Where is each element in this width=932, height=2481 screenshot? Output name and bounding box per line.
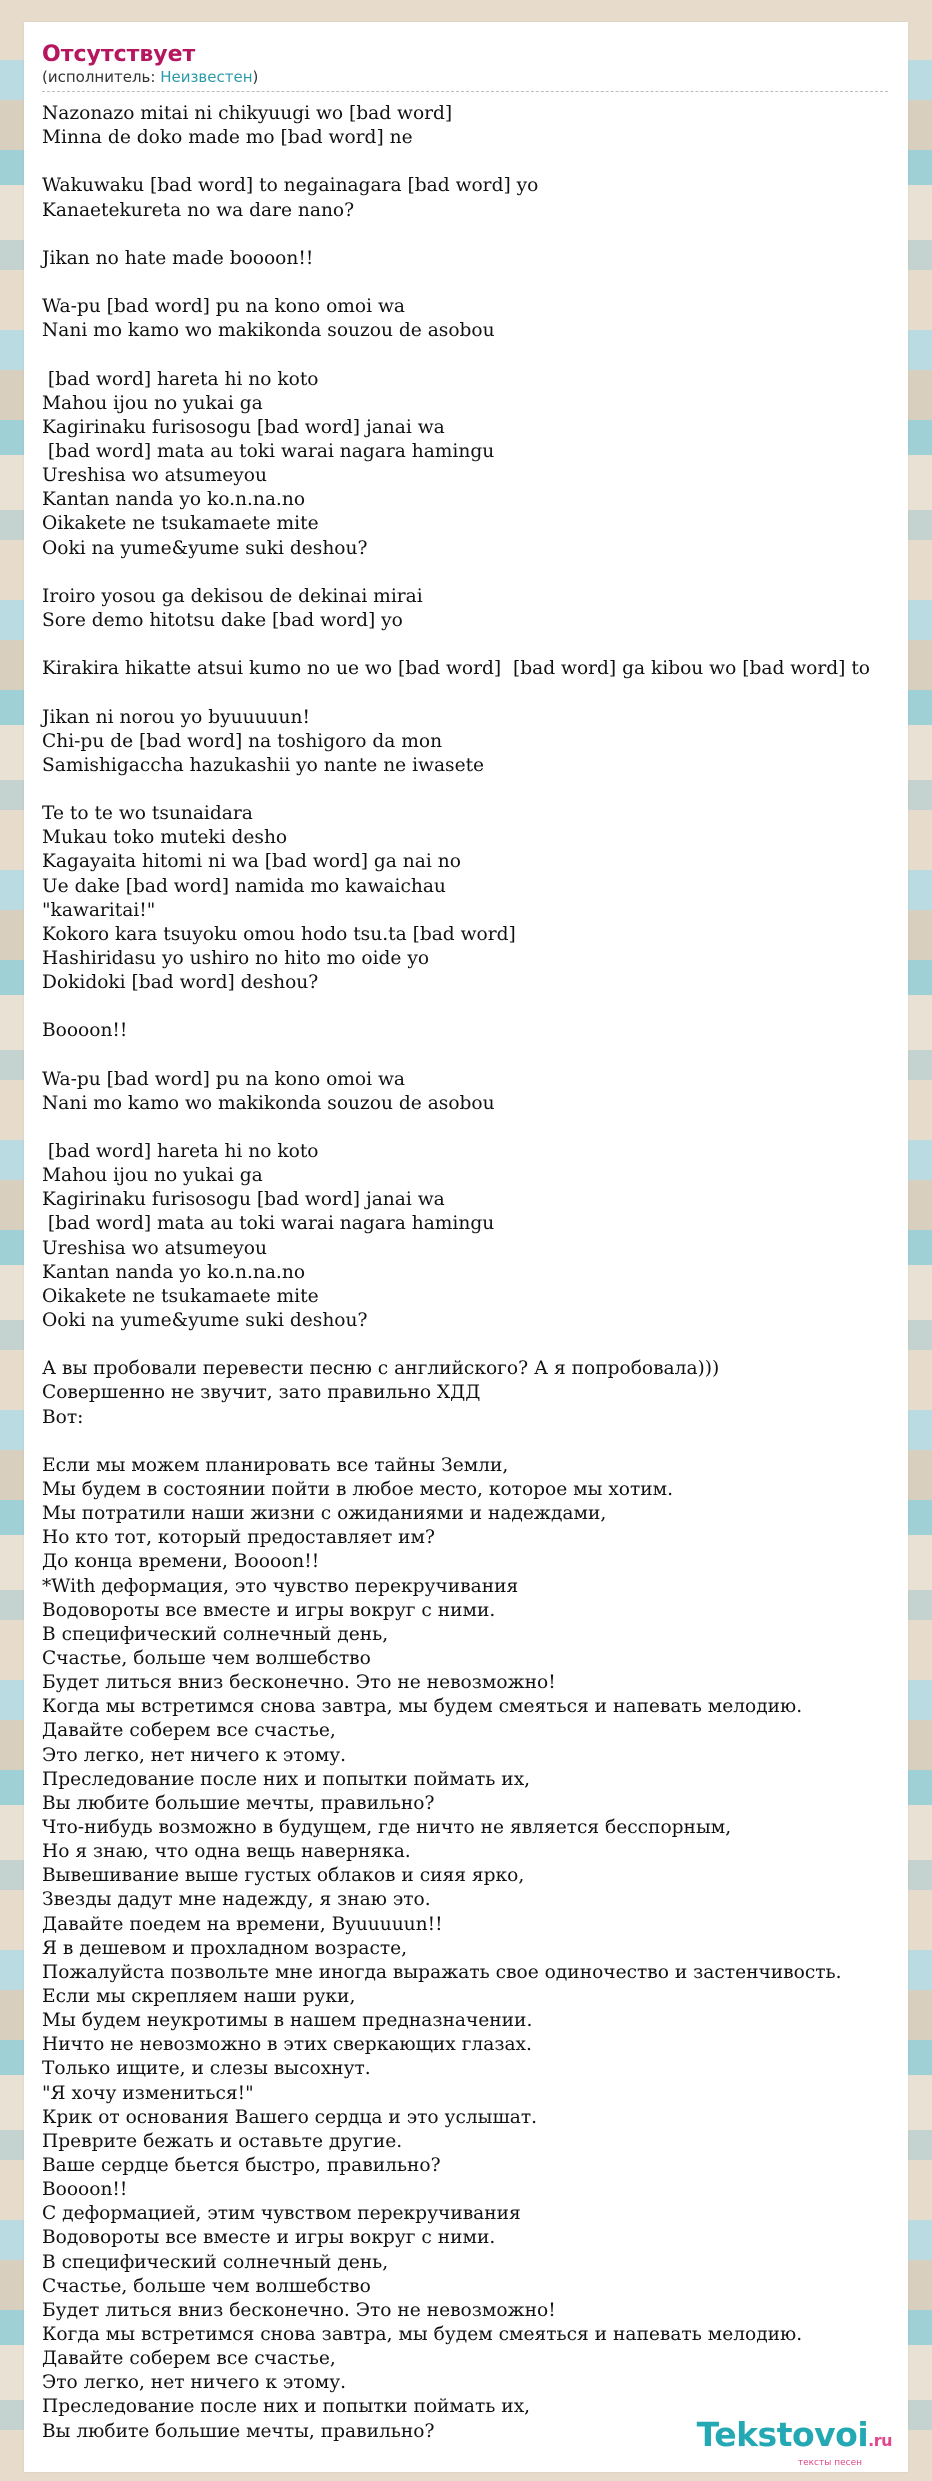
lyric-line: Я в дешевом и прохладном возрасте, <box>42 1937 408 1959</box>
lyric-line: Когда мы встретимся снова завтра, мы будем смеяться и напевать мелодию. <box>42 2323 803 2345</box>
lyric-line: [bad word] mata au toki warai nagara hamingu <box>42 1213 495 1235</box>
lyric-line: Kantan nanda yo ko.n.na.no <box>42 489 306 511</box>
lyric-line: Счастье, больше чем волшебство <box>42 1648 371 1669</box>
lyric-line: Nazonazo mitai ni chikyuugi wo [bad word] <box>42 103 453 124</box>
lyric-line: [bad word] hareta hi no koto <box>42 1141 319 1163</box>
lyric-line: Преследование после них и попытки поймать их, <box>42 2396 531 2418</box>
lyric-line: Mahou ijou no yukai ga <box>42 1165 263 1187</box>
lyric-line: Мы потратили наши жизни с ожиданиями и надеждами, <box>42 1503 607 1525</box>
lyric-line: Водовороты все вместе и игры вокруг с ними. <box>42 1599 496 1621</box>
lyric-line: Jikan ni norou yo byuuuuun! <box>42 706 310 728</box>
lyric-line: Mukau toko muteki desho <box>42 827 288 849</box>
lyric-line: С деформацией, этим чувством перекручивания <box>42 2203 521 2225</box>
lyric-line: В специфический солнечный день, <box>42 1623 389 1645</box>
lyric-line: Когда мы встретимся снова завтра, мы будем смеяться и напевать мелодию. <box>42 1696 803 1718</box>
lyric-line: Te to te wo tsunaidara <box>42 803 253 825</box>
lyric-line: Совершенно не звучит, зато правильно ХДД <box>42 1382 481 1404</box>
lyric-line: Звезды дадут мне надежду, я знаю это. <box>42 1889 431 1911</box>
lyric-line: Sore demo hitotsu dake [bad word] yo <box>42 609 403 631</box>
lyric-line: Преследование после них и попытки поймать их, <box>42 1768 531 1790</box>
lyric-line: Вот: <box>42 1406 84 1428</box>
lyric-line: Ничто не невозможно в этих сверкающих глазах. <box>42 2034 532 2056</box>
lyric-line: [bad word] hareta hi no koto <box>42 368 319 390</box>
lyric-line <box>42 1430 908 1454</box>
lyric-line: А вы пробовали перевести песню с английского? А я попробовала))) <box>42 1358 720 1380</box>
lyric-line: Давайте соберем все счастье, <box>42 1720 336 1742</box>
lyric-line: Oikakete ne tsukamaete mite <box>42 513 319 535</box>
lyric-line: Преврите бежать и оставьте другие. <box>42 2130 403 2152</box>
lyric-line: До конца времени, Boooon!! <box>42 1551 320 1573</box>
lyric-line: Ureshisa wo atsumeyou <box>42 465 267 487</box>
lyric-line: Что-нибудь возможно в будущем, где ничто не является бесспорным, <box>42 1816 732 1838</box>
lyric-line: Nani mo kamo wo makikonda souzou de asobou <box>42 1092 495 1114</box>
lyric-line: Ooki na yume&yume suki deshou? <box>42 537 368 559</box>
lyrics-text <box>42 102 908 2444</box>
lyric-line <box>42 995 908 1019</box>
lyric-line: Давайте соберем все счастье, <box>42 2348 336 2370</box>
lyric-line: Kagirinaku furisosogu [bad word] janai wa <box>42 416 445 438</box>
lyric-line: Samishigaccha hazukashii yo nante ne iwasete <box>42 754 485 776</box>
lyric-line: Давайте поедем на времени, Byuuuuun!! <box>42 1913 443 1935</box>
lyric-line: "kawaritai!" <box>42 899 156 921</box>
lyric-line: Будет литься вниз бесконечно. Это не невозможно! <box>42 1672 556 1694</box>
lyric-line <box>42 343 908 367</box>
lyric-line: [bad word] mata au toki warai nagara hamingu <box>42 440 495 462</box>
lyric-line <box>42 681 908 705</box>
lyric-line: Wa-pu [bad word] pu na kono omoi wa <box>42 296 405 318</box>
lyric-line <box>42 271 908 295</box>
lyric-line: Ue dake [bad word] namida mo kawaichau <box>42 875 446 897</box>
artist-link[interactable]: Неизвестен <box>160 68 253 86</box>
lyric-line: Счастье, больше чем волшебство <box>42 2275 371 2297</box>
lyric-line: Это легко, нет ничего к этому. <box>42 1744 347 1766</box>
lyric-line: Jikan no hate made boooon!! <box>42 247 314 269</box>
artist-suffix: ) <box>252 68 259 86</box>
logo-tagline: тексты песен <box>797 2458 862 2468</box>
song-title: Отсутствует <box>42 42 196 67</box>
lyric-line: Iroiro yosou ga dekisou de dekinai mirai <box>42 585 423 607</box>
lyric-line: Только ищите, и слезы высохнут. <box>42 2058 371 2080</box>
lyric-line: "Я хочу измениться!" <box>42 2082 254 2104</box>
lyric-line: Minna de doko made mo [bad word] ne <box>42 127 413 149</box>
lyric-line: Kirakira hikatte atsui kumo no ue wo [bad word] [bad word] ga kibou wo [bad word] to <box>42 658 870 680</box>
lyric-line: Wa-pu [bad word] pu na kono omoi wa <box>42 1068 405 1090</box>
lyric-line: Пожалуйста позвольте мне иногда выражать свое одиночество и застенчивость. <box>42 1961 842 1983</box>
lyric-line: Kokoro kara tsuyoku omou hodo tsu.ta [bad word] <box>42 923 516 945</box>
lyric-line: Крик от основания Вашего сердца и это услышат. <box>42 2106 538 2128</box>
lyric-line: Nani mo kamo wo makikonda souzou de asobou <box>42 320 495 342</box>
lyric-line: Boooon!! <box>42 2179 128 2201</box>
lyric-line <box>42 561 908 585</box>
lyric-line <box>42 778 908 802</box>
site-logo[interactable] <box>696 2415 892 2468</box>
lyric-line: Вывешивание выше густых облаков и сияя ярко, <box>42 1865 525 1887</box>
logo-tld: .ru <box>868 2431 892 2450</box>
lyric-line: Ureshisa wo atsumeyou <box>42 1237 267 1259</box>
lyric-line <box>42 1116 908 1140</box>
lyric-line: Вы любите большие мечты, правильно? <box>42 1792 435 1814</box>
logo-wordmark <box>696 2415 892 2458</box>
lyric-line: Hashiridasu yo ushiro no hito mo oide yo <box>42 947 430 969</box>
lyric-line: Dokidoki [bad word] deshou? <box>42 972 319 994</box>
lyric-line <box>42 150 908 174</box>
lyric-line: Но кто тот, который предоставляет им? <box>42 1527 435 1549</box>
song-header <box>42 42 888 92</box>
lyric-line: Wakuwaku [bad word] to negainagara [bad word] yo <box>42 175 539 197</box>
lyric-line: Но я знаю, что одна вещь наверняка. <box>42 1841 411 1863</box>
lyric-line: Будет литься вниз бесконечно. Это не невозможно! <box>42 2299 556 2321</box>
lyric-line: Mahou ijou no yukai ga <box>42 392 263 414</box>
lyric-line: Если мы скрепляем наши руки, <box>42 1985 356 2007</box>
lyric-line <box>42 1043 908 1067</box>
lyric-line: Вы любите большие мечты, правильно? <box>42 2420 435 2442</box>
lyric-line: Kantan nanda yo ko.n.na.no <box>42 1261 306 1283</box>
lyrics-card <box>24 22 908 2472</box>
lyric-line: Kanaetekureta no wa dare nano? <box>42 199 355 221</box>
lyric-line: Мы будем неукротимы в нашем предназначении. <box>42 2010 533 2032</box>
lyric-line: Boooon!! <box>42 1020 128 1042</box>
lyric-line: Ooki na yume&yume suki deshou? <box>42 1310 368 1332</box>
logo-name: Tekstovoi <box>696 2415 869 2454</box>
lyric-line <box>42 1333 908 1357</box>
lyric-line: *With деформация, это чувство перекручивания <box>42 1575 519 1597</box>
lyric-line: Это легко, нет ничего к этому. <box>42 2372 347 2394</box>
lyric-line: В специфический солнечный день, <box>42 2251 389 2273</box>
lyric-line: Водовороты все вместе и игры вокруг с ними. <box>42 2227 496 2249</box>
lyric-line: Kagayaita hitomi ni wa [bad word] ga nai no <box>42 851 461 873</box>
lyric-line: Kagirinaku furisosogu [bad word] janai wa <box>42 1189 445 1211</box>
lyric-line: Если мы можем планировать все тайны Земли, <box>42 1454 509 1476</box>
artist-prefix: (исполнитель: <box>42 68 161 86</box>
lyric-line <box>42 223 908 247</box>
lyric-line: Ваше сердце бьется быстро, правильно? <box>42 2154 441 2176</box>
lyric-line: Chi-pu de [bad word] na toshigoro da mon <box>42 730 443 752</box>
artist-line <box>42 68 888 87</box>
lyric-line <box>42 633 908 657</box>
lyric-line: Мы будем в состоянии пойти в любое место, которое мы хотим. <box>42 1479 674 1501</box>
lyric-line: Oikakete ne tsukamaete mite <box>42 1285 319 1307</box>
